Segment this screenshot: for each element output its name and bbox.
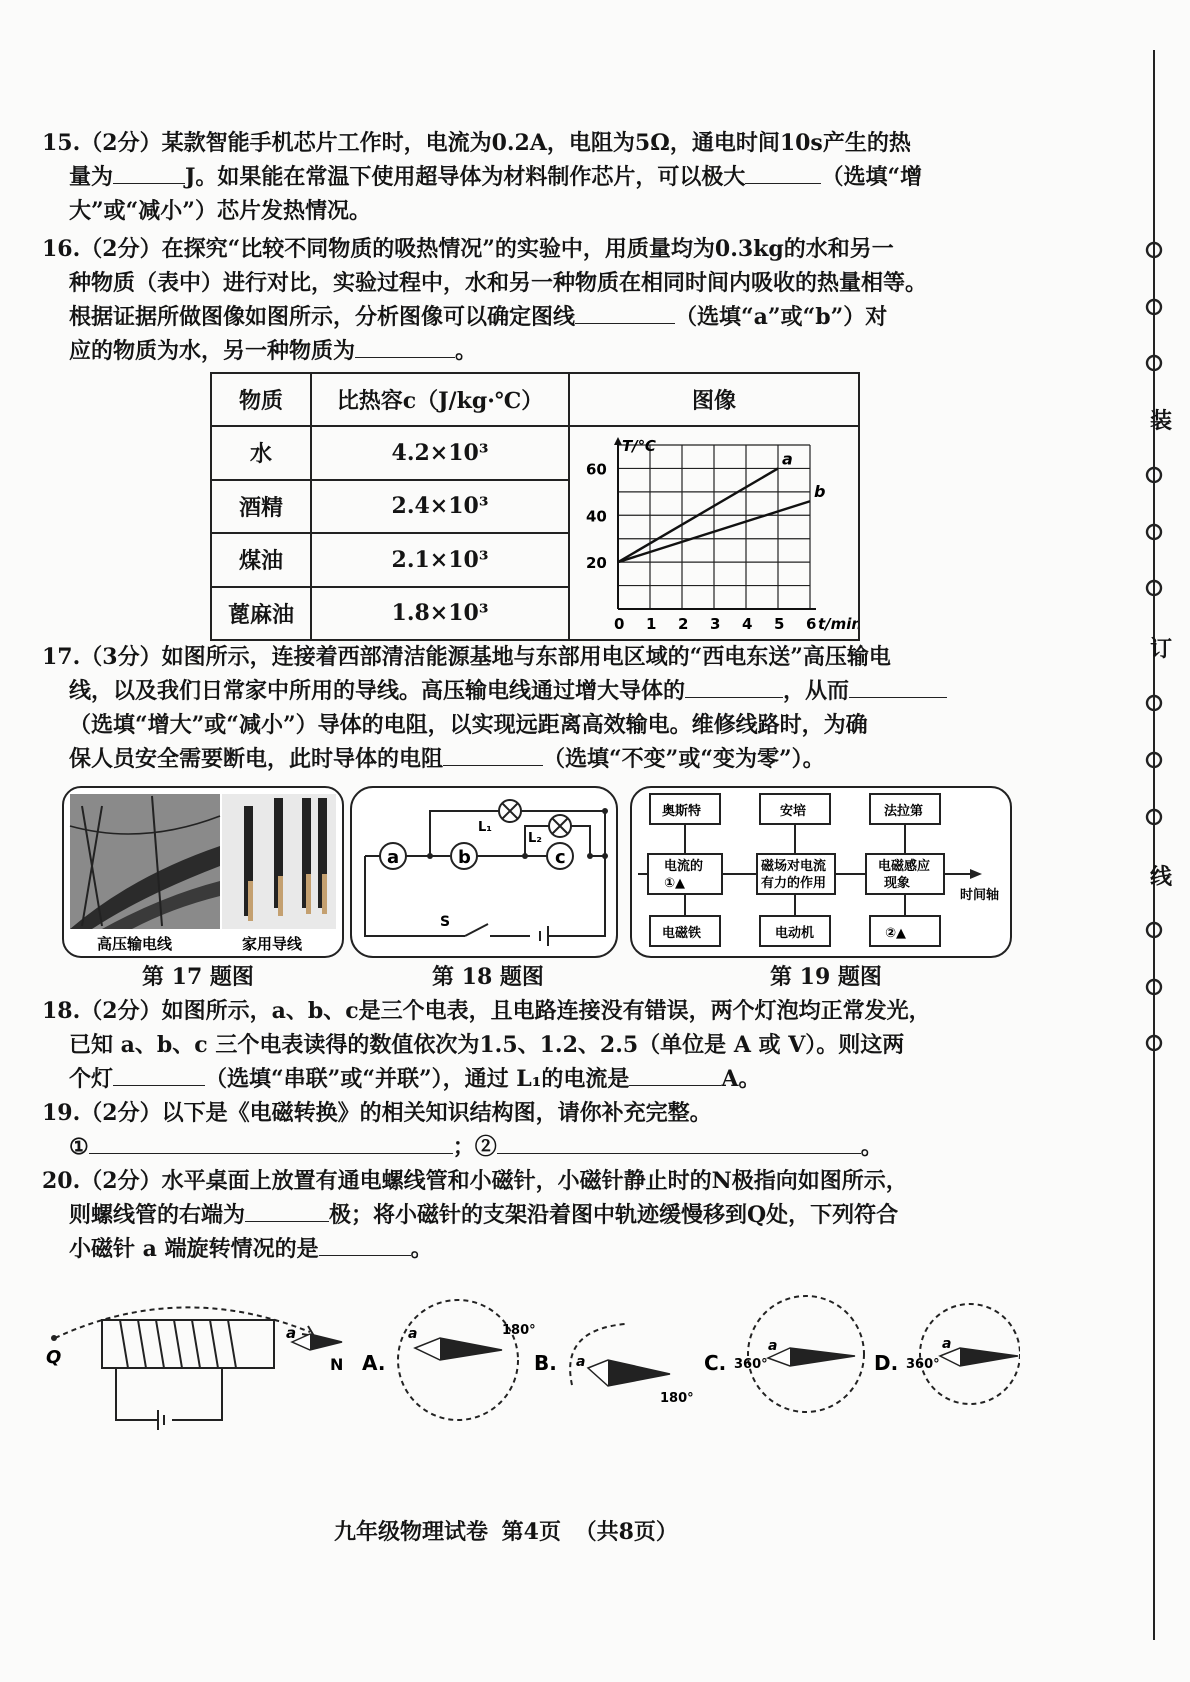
q17-line2 bbox=[42, 674, 1027, 708]
fig17-left-label: 高压输电线 bbox=[97, 935, 173, 953]
x-tick-label: 3 bbox=[710, 615, 721, 633]
y-tick-label: 60 bbox=[586, 460, 607, 479]
q20-line2 bbox=[42, 1198, 1027, 1232]
series-label-b: b bbox=[814, 482, 826, 502]
binding-char-zhuang: 装 bbox=[1150, 408, 1173, 434]
q15-text: 量为 bbox=[69, 164, 114, 190]
figure-19 bbox=[630, 786, 1012, 958]
table-cell-c: 1.8×10³ bbox=[311, 587, 569, 641]
x-tick-label: 2 bbox=[678, 615, 689, 633]
answer-blank[interactable] bbox=[629, 1063, 721, 1086]
q16-text: 应的物质为水，另一种物质为 bbox=[69, 338, 356, 364]
y-tick-label: 20 bbox=[586, 554, 607, 573]
fig19-bottom-1: 电磁铁 bbox=[662, 926, 702, 941]
answer-blank[interactable] bbox=[685, 675, 783, 698]
q18-text: 个灯 bbox=[69, 1066, 114, 1092]
q20-line3 bbox=[42, 1232, 1027, 1266]
q17-text: 线，以及我们日常家中所用的导线。高压输电线通过增大导体的 bbox=[69, 678, 686, 704]
fig17-caption: 第 17 题图 bbox=[142, 964, 254, 990]
fig19-mid-3b: 现象 bbox=[884, 876, 911, 891]
fig19-mid-2b: 有力的作用 bbox=[761, 876, 827, 891]
fig19-mid-3a: 电磁感应 bbox=[878, 859, 931, 874]
table-cell-substance: 蓖麻油 bbox=[211, 587, 311, 641]
q15-text: J。如果能在常温下使用超导体为材料制作芯片，可以极大 bbox=[185, 164, 746, 190]
figure-17 bbox=[62, 786, 344, 958]
q20-line1: 20.（2分）水平桌面上放置有通电螺线管和小磁针，小磁针静止时的N极指向如图所示， bbox=[42, 1168, 908, 1194]
option-d-angle: 360° bbox=[906, 1357, 940, 1372]
table-header-substance: 物质 bbox=[211, 373, 311, 426]
fig19-mid-2a: 磁场对电流 bbox=[761, 859, 827, 874]
switch-label: S bbox=[440, 914, 451, 930]
q15-text: （选填“增 bbox=[821, 164, 923, 190]
q19-text: ；② bbox=[452, 1134, 497, 1160]
option-a-a-label: a bbox=[408, 1326, 418, 1342]
q15-line2 bbox=[42, 160, 1027, 194]
table-cell-c: 4.2×10³ bbox=[311, 426, 569, 480]
option-d-label: D. bbox=[874, 1351, 899, 1375]
answer-blank[interactable] bbox=[575, 301, 675, 324]
figure-20 bbox=[40, 1290, 1020, 1450]
option-c-a-label: a bbox=[768, 1338, 778, 1354]
fig19-bottom-3: ②▲ bbox=[885, 926, 907, 941]
q16-line3 bbox=[42, 300, 1027, 334]
option-a-label: A. bbox=[362, 1351, 386, 1375]
answer-blank-1[interactable] bbox=[89, 1131, 453, 1154]
answer-blank[interactable] bbox=[849, 675, 947, 698]
x-axis-label: t/min bbox=[818, 615, 858, 633]
answer-blank[interactable] bbox=[443, 743, 543, 766]
q19-text: ① bbox=[69, 1134, 89, 1160]
q20-text: 则螺线管的右端为 bbox=[69, 1202, 246, 1228]
y-tick-label: 40 bbox=[586, 507, 607, 526]
q20-text: 极；将小磁针的支架沿着图中轨迹缓慢移到Q处，下列符合 bbox=[329, 1202, 899, 1228]
answer-blank-2[interactable] bbox=[497, 1131, 861, 1154]
q17-text: （选填“不变”或“变为零”）。 bbox=[543, 746, 825, 772]
q17-line3: （选填“增大”或“减小”）导体的电阻，以实现远距离高效输电。维修线路时，为确 bbox=[69, 712, 868, 738]
question-16 bbox=[42, 232, 1027, 368]
answer-blank[interactable] bbox=[319, 1233, 411, 1256]
q16-line4 bbox=[42, 334, 1027, 368]
temperature-time-chart bbox=[570, 427, 858, 633]
option-b-label: B. bbox=[534, 1351, 557, 1375]
meter-a-label: a bbox=[387, 847, 400, 868]
table-cell-substance: 酒精 bbox=[211, 480, 311, 534]
fig19-top-2: 安培 bbox=[780, 804, 807, 819]
answer-blank[interactable] bbox=[113, 1063, 205, 1086]
q17-text: 保人员安全需要断电，此时导体的电阻 bbox=[69, 746, 444, 772]
meter-b-label: b bbox=[458, 847, 471, 868]
option-c-angle: 360° bbox=[734, 1357, 768, 1372]
needle-n-label: N bbox=[330, 1355, 344, 1374]
option-b-angle: 180° bbox=[660, 1391, 694, 1406]
q18-text: A。 bbox=[721, 1066, 761, 1092]
series-label-a: a bbox=[782, 449, 793, 469]
q16-line2: 种物质（表中）进行对比，实验过程中，水和另一种物质在相同时间内吸收的热量相等。 bbox=[69, 270, 928, 296]
fig19-bottom-2: 电动机 bbox=[775, 926, 815, 941]
question-18 bbox=[42, 994, 1027, 1266]
table-header-specific-heat: 比热容c（J/kg·℃） bbox=[311, 373, 569, 426]
fig19-caption: 第 19 题图 bbox=[770, 964, 882, 990]
q18-line1: 18.（2分）如图所示，a、b、c是三个电表，且电路连接没有错误，两个灯泡均正常发光， bbox=[42, 998, 931, 1024]
graph-cell bbox=[569, 426, 859, 640]
page-footer: 九年级物理试卷 第4页 （共8页） bbox=[334, 1519, 678, 1545]
q19-text: 。 bbox=[860, 1134, 883, 1160]
binding-margin bbox=[1130, 50, 1190, 1640]
lamp-l2-label: L₂ bbox=[528, 831, 542, 846]
y-axis-arrow bbox=[614, 437, 622, 445]
meter-c-label: c bbox=[555, 847, 566, 868]
fig18-caption: 第 18 题图 bbox=[432, 964, 544, 990]
answer-blank[interactable] bbox=[355, 335, 455, 358]
table-cell-c: 2.4×10³ bbox=[311, 480, 569, 534]
question-17 bbox=[42, 640, 1027, 776]
q19-line2 bbox=[42, 1130, 1027, 1164]
q17-text: ，从而 bbox=[783, 678, 850, 704]
option-b-a-label: a bbox=[576, 1354, 586, 1370]
binding-char-ding: 订 bbox=[1150, 636, 1173, 662]
table-cell-c: 2.1×10³ bbox=[311, 533, 569, 587]
q18-line3 bbox=[42, 1062, 1027, 1096]
fig19-top-1: 奥斯特 bbox=[662, 804, 702, 819]
fig19-mid-1b: ①▲ bbox=[664, 876, 686, 891]
q20-text: 小磁针 a 端旋转情况的是 bbox=[69, 1236, 319, 1262]
fig19-mid-1a: 电流的 bbox=[664, 859, 704, 874]
option-d-a-label: a bbox=[942, 1336, 952, 1352]
q-point-label: Q bbox=[46, 1347, 62, 1368]
x-tick-label: 1 bbox=[646, 615, 657, 633]
q18-line2: 已知 a、b、c 三个电表读得的数值依次为1.5、1.2、2.5（单位是 A 或 V）。则这两 bbox=[69, 1032, 905, 1058]
q19-line1: 19.（2分）以下是《电磁转换》的相关知识结构图，请你补充完整。 bbox=[42, 1100, 712, 1126]
binding-char-xian: 线 bbox=[1150, 864, 1173, 890]
x-tick-label: 5 bbox=[774, 615, 785, 633]
x-tick-label: 6 bbox=[806, 615, 817, 633]
q20-text: 。 bbox=[410, 1236, 433, 1262]
fig19-axis-label: 时间轴 bbox=[960, 888, 1000, 903]
table-cell-substance: 水 bbox=[211, 426, 311, 480]
specific-heat-table bbox=[210, 372, 860, 641]
x-tick-label: 4 bbox=[742, 615, 753, 633]
q15-line3: 大”或“减小”）芯片发热情况。 bbox=[69, 198, 371, 224]
q16-line1: 16.（2分）在探究“比较不同物质的吸热情况”的实验中，用质量均为0.3kg的水和另一 bbox=[42, 236, 894, 262]
x-tick-label: 0 bbox=[614, 615, 625, 633]
q17-line4 bbox=[42, 742, 1027, 776]
answer-blank[interactable] bbox=[245, 1199, 329, 1222]
question-15 bbox=[42, 126, 1027, 228]
lamp-l1-label: L₁ bbox=[478, 820, 492, 835]
answer-blank[interactable] bbox=[745, 161, 821, 184]
q18-text: （选填“串联”或“并联”），通过 L₁的电流是 bbox=[205, 1066, 630, 1092]
q15-line1: 15.（2分）某款智能手机芯片工作时，电流为0.2A，电阻为5Ω，通电时间10s产生的热 bbox=[42, 130, 911, 156]
fig17-right-label: 家用导线 bbox=[242, 935, 303, 953]
q16-text: 根据证据所做图像如图所示，分析图像可以确定图线 bbox=[69, 304, 576, 330]
answer-blank[interactable] bbox=[113, 161, 185, 184]
q17-line1: 17.（3分）如图所示，连接着西部清洁能源基地与东部用电区域的“西电东送”高压输电 bbox=[42, 644, 891, 670]
q16-text: 。 bbox=[455, 338, 478, 364]
fig19-top-3: 法拉第 bbox=[884, 804, 924, 819]
y-axis-label: T/℃ bbox=[622, 437, 656, 455]
table-header-graph: 图像 bbox=[569, 373, 859, 426]
table-cell-substance: 煤油 bbox=[211, 533, 311, 587]
figure-18 bbox=[350, 786, 618, 958]
needle-a-label: a bbox=[286, 1324, 297, 1342]
q16-text: （选填“a”或“b”）对 bbox=[675, 304, 888, 330]
option-c-label: C. bbox=[704, 1351, 727, 1375]
option-a-angle: 180° bbox=[502, 1323, 536, 1338]
